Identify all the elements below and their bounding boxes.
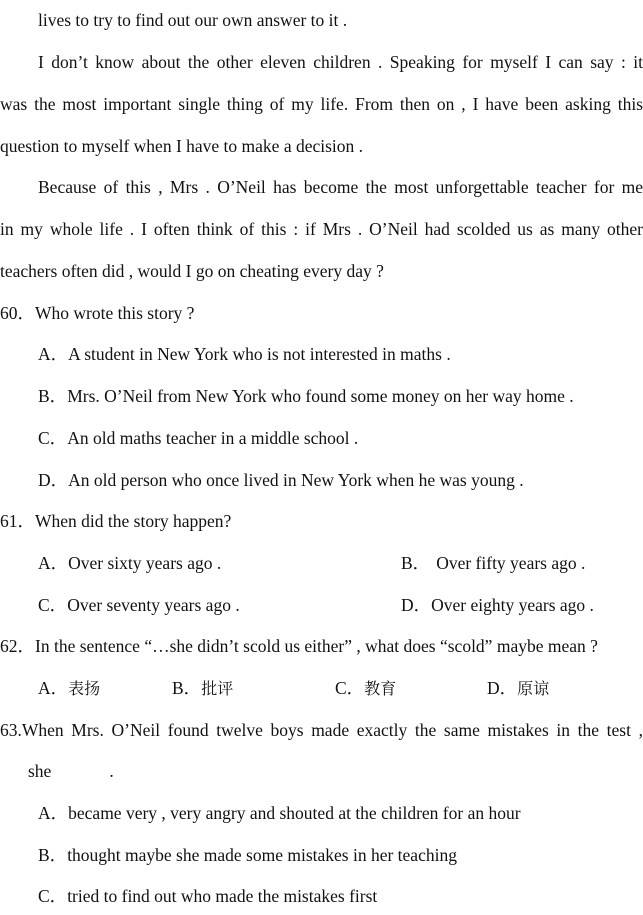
- question-text: she: [28, 761, 52, 781]
- question-62-stem: [0, 635, 598, 657]
- option-letter: A．: [38, 803, 69, 823]
- option-62-c[interactable]: [335, 677, 396, 700]
- option-text: Over sixty years ago .: [68, 553, 222, 573]
- question-60-stem: [0, 302, 194, 324]
- option-letter: C．: [335, 678, 365, 698]
- option-text: 教育: [364, 679, 397, 698]
- option-text: An old person who once lived in New York when he was young .: [68, 470, 524, 490]
- option-text: Over seventy years ago .: [67, 595, 240, 615]
- question-number: 60．: [0, 303, 35, 323]
- option-text: 原谅: [517, 679, 550, 698]
- question-text: When Mrs. O’Neil found twelve boys made exactly the same mistakes in the test ,: [21, 720, 643, 740]
- option-text: An old maths teacher in a middle school .: [67, 428, 359, 448]
- option-text: 批评: [201, 679, 234, 698]
- question-text-end: .: [109, 761, 114, 781]
- option-63-c[interactable]: [38, 885, 377, 907]
- option-text: Mrs. O’Neil from New York who found some money on her way home .: [67, 386, 574, 406]
- question-61-stem: [0, 510, 231, 532]
- option-text: became very , very angry and shouted at the children for an hour: [68, 803, 521, 823]
- option-text: Over fifty years ago .: [436, 553, 586, 573]
- question-63-stem: [0, 719, 643, 741]
- option-63-a[interactable]: [38, 802, 521, 824]
- question-number: 61．: [0, 511, 35, 531]
- option-63-b[interactable]: [38, 844, 457, 866]
- passage-line: teachers often did , would I go on cheating every day ?: [0, 261, 384, 281]
- option-text: 表扬: [68, 679, 101, 698]
- passage-line: Because of this , Mrs . O’Neil has become the most unforgettable teacher for me: [38, 177, 643, 197]
- passage-line: lives to try to find out our own answer to it .: [38, 10, 348, 30]
- question-text: Who wrote this story ?: [35, 303, 195, 323]
- question-text: When did the story happen?: [35, 511, 232, 531]
- option-62-b[interactable]: [172, 677, 233, 700]
- option-62-d[interactable]: [487, 677, 549, 700]
- option-letter: C．: [38, 428, 68, 448]
- option-text: Over eighty years ago .: [431, 595, 594, 615]
- passage-line: question to myself when I have to make a decision .: [0, 136, 364, 156]
- question-number: 63.: [0, 720, 22, 740]
- option-letter: B．: [401, 553, 431, 573]
- option-61-a[interactable]: [38, 552, 221, 574]
- option-62-a[interactable]: [38, 677, 100, 700]
- passage-line: I don’t know about the other eleven children . Speaking for myself I can say : it: [38, 52, 643, 72]
- option-61-c[interactable]: [38, 594, 240, 616]
- option-letter: B．: [38, 845, 68, 865]
- option-letter: D．: [401, 595, 432, 615]
- option-letter: D．: [38, 470, 69, 490]
- option-60-d[interactable]: [38, 469, 524, 491]
- option-letter: C．: [38, 595, 68, 615]
- question-text: In the sentence “…she didn’t scold us either” , what does “scold” maybe mean ?: [35, 636, 598, 656]
- option-60-a[interactable]: [38, 343, 451, 365]
- option-text: tried to find out who made the mistakes first: [67, 886, 378, 906]
- passage-line: in my whole life . I often think of this : if Mrs . O’Neil had scolded us as many other: [0, 219, 643, 239]
- passage-line: was the most important single thing of my life. From then on , I have been asking this: [0, 94, 643, 114]
- question-63-stem-continued: [28, 760, 114, 782]
- option-text: A student in New York who is not interested in maths .: [68, 344, 451, 364]
- option-61-b[interactable]: [401, 552, 585, 574]
- option-letter: B．: [172, 678, 202, 698]
- option-letter: C．: [38, 886, 68, 906]
- option-text: thought maybe she made some mistakes in her teaching: [67, 845, 457, 865]
- option-letter: A．: [38, 344, 69, 364]
- option-letter: B．: [38, 386, 68, 406]
- option-61-d[interactable]: [401, 594, 594, 616]
- option-letter: D．: [487, 678, 518, 698]
- option-60-b[interactable]: [38, 385, 574, 407]
- option-letter: A．: [38, 553, 69, 573]
- option-letter: A．: [38, 678, 69, 698]
- question-number: 62．: [0, 636, 35, 656]
- option-60-c[interactable]: [38, 427, 358, 449]
